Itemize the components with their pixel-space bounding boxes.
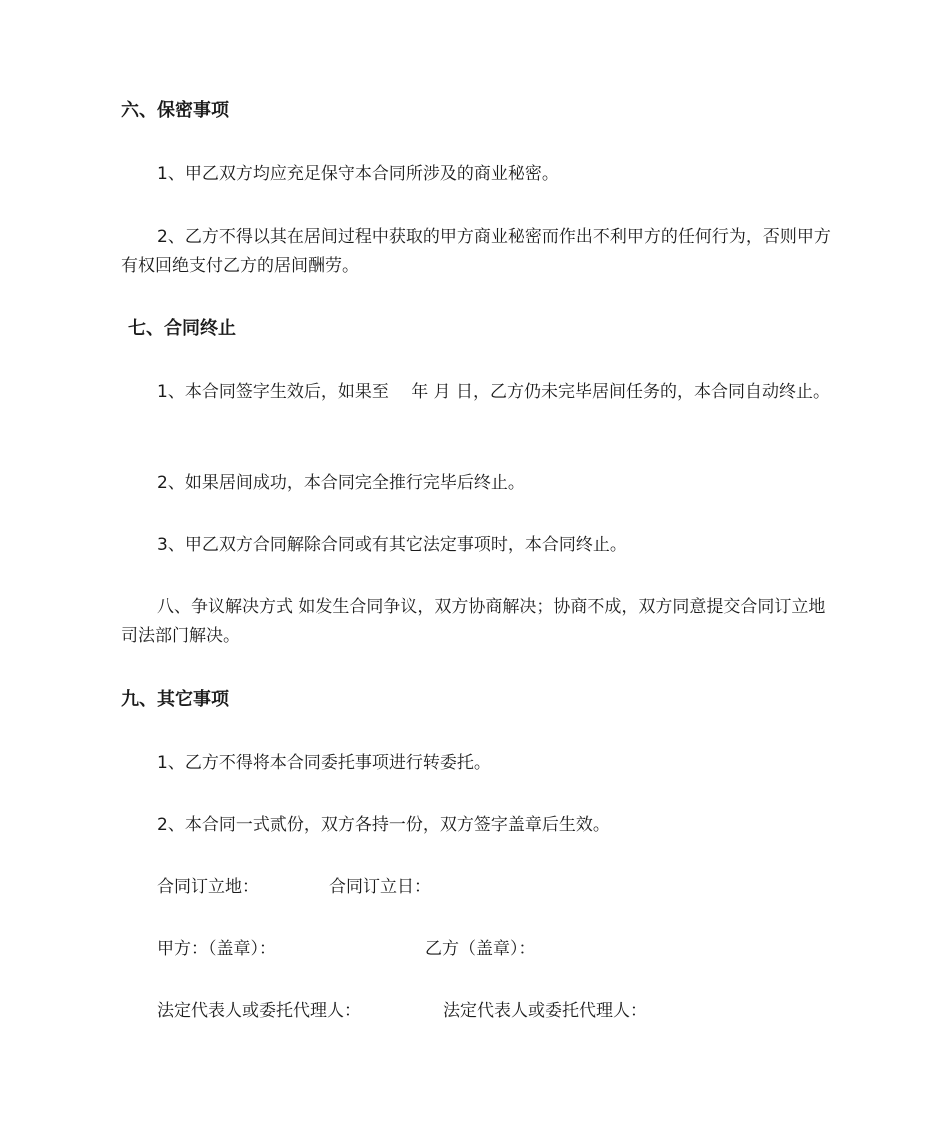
party-b-seal-label: 乙方（盖章）： [425,939,536,959]
section-7-paragraph-1: 1、本合同签字生效后，如果至 年 月 日，乙方仍未完毕居间任务的，本合同自动终止。 [157,382,831,402]
section-8-paragraph: 八、争议解决方式 如发生合同争议，双方协商解决；协商不成，双方同意提交合同订立地司法部门解决。 [121,597,826,646]
section-7-title: 七、合同终止 [128,318,236,339]
section-6-title: 六、保密事项 [121,100,229,121]
section-9-paragraph-1: 1、乙方不得将本合同委托事项进行转委托。 [157,753,491,773]
contract-date-label: 合同订立日： [329,877,431,897]
party-a-representative-label: 法定代表人或委托代理人： [157,1001,361,1021]
section-9-title: 九、其它事项 [121,689,229,710]
contract-place-label: 合同订立地： [157,877,259,897]
section-6-paragraph-2: 2、乙方不得以其在居间过程中获取的甲方商业秘密而作出不利甲方的任何行为，否则甲方有权回绝支付乙方的居间酬劳。 [121,227,831,276]
section-7-paragraph-3: 3、甲乙双方合同解除合同或有其它法定事项时，本合同终止。 [157,535,627,555]
section-7-paragraph-2: 2、如果居间成功，本合同完全推行完毕后终止。 [157,473,525,493]
party-b-representative-label: 法定代表人或委托代理人： [443,1001,647,1021]
section-9-paragraph-2: 2、本合同一式贰份，双方各持一份，双方签字盖章后生效。 [157,815,610,835]
party-a-seal-label: 甲方：（盖章）： [157,939,276,959]
section-6-paragraph-1: 1、甲乙双方均应充足保守本合同所涉及的商业秘密。 [157,164,559,184]
